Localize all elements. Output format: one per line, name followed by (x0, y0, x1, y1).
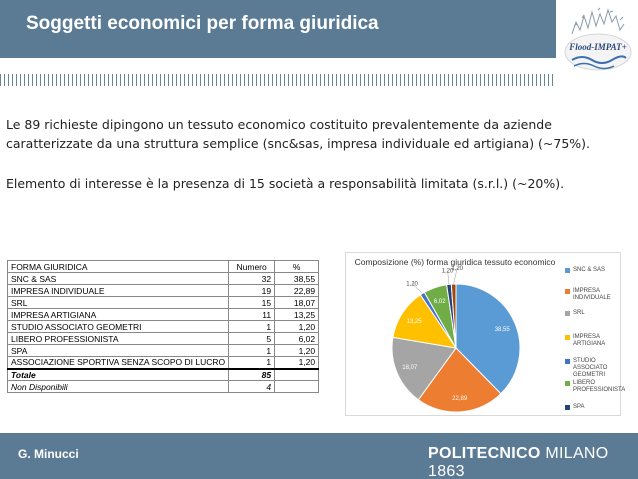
table-cell-forma: SNC & SAS (8, 273, 229, 285)
table-header-numero: Numero (229, 261, 275, 273)
table-row (8, 285, 319, 297)
legend-label: IMPRESA INDIVIDUALE (573, 288, 611, 301)
brand-rest: MILANO 1863 (428, 445, 609, 479)
table-cell-forma: ASSOCIAZIONE SPORTIVA SENZA SCOPO DI LUCRO (8, 357, 229, 369)
table-header-percent: % (275, 261, 319, 273)
legend-swatch (565, 335, 570, 340)
pie-chart (346, 253, 564, 417)
legend-label: SNC & SAS (573, 267, 606, 273)
pie-data-label: 13,25 (406, 318, 422, 325)
paragraph-srl-note: Elemento di interesse è la presenza di 15 società a responsabilità limitata (s.r.l.) (~20%). (6, 176, 565, 191)
table-row (8, 345, 319, 357)
legend-label: SPA (573, 404, 585, 410)
table-cell-percent: 1,20 (275, 345, 319, 357)
table-cell-numero: 1 (229, 357, 275, 369)
table-total-row (8, 369, 319, 381)
table-row (8, 333, 319, 345)
flood-impat-logo (562, 4, 634, 84)
table-header-forma: FORMA GIURIDICA (8, 261, 229, 273)
footer-author: G. Minucci (18, 447, 79, 461)
table-cell-forma: LIBERO PROFESSIONISTA (8, 333, 229, 345)
legend-swatch (565, 405, 570, 410)
table-cell-percent: 18,07 (275, 297, 319, 309)
legend-swatch (565, 289, 570, 294)
table-cell-forma: SPA (8, 345, 229, 357)
table-cell-numero: 1 (229, 345, 275, 357)
table-row (8, 297, 319, 309)
pie-data-label: 6,02 (433, 298, 446, 305)
table-not-available-row (8, 381, 319, 393)
table-row (8, 321, 319, 333)
pie-data-label: 1,20 (406, 281, 418, 288)
pie-chart-panel (345, 252, 626, 416)
page-title: Soggetti economici per forma giuridica (26, 13, 379, 34)
table-cell-numero: 1 (229, 321, 275, 333)
table-cell-percent: 38,55 (275, 273, 319, 285)
table-cell-numero: 32 (229, 273, 275, 285)
legend-swatch (565, 311, 570, 316)
legend-label: SRL (573, 310, 585, 316)
table-cell-percent: 6,02 (275, 333, 319, 345)
table-cell-percent: 22,89 (275, 285, 319, 297)
table-nd-percent (275, 381, 319, 393)
legend-label: STUDIO ASSOCIATO GEOMETRI (573, 358, 608, 378)
table-total-numero: 85 (229, 369, 275, 381)
table-cell-percent: 1,20 (275, 321, 319, 333)
table-row (8, 273, 319, 285)
table-nd-label: Non Disponibili (8, 381, 229, 393)
pie-data-label: 18,07 (402, 364, 418, 371)
pie-data-label: 1,20 (441, 268, 454, 275)
table-cell-forma: STUDIO ASSOCIATO GEOMETRI (8, 321, 229, 333)
table-cell-forma: IMPRESA ARTIGIANA (8, 309, 229, 321)
table-total-label: Totale (8, 369, 229, 381)
paragraph-summary: Le 89 richieste dipingono un tessuto economico costituito prevalentemente da aziende caratterizzate da una struttura semplice (snc&sas, impresa individuale ed artigiana) (~75%). (6, 117, 591, 151)
table-cell-forma: IMPRESA INDIVIDUALE (8, 285, 229, 297)
table-cell-forma: SRL (8, 297, 229, 309)
table-row (8, 357, 319, 369)
legal-form-table (7, 260, 319, 393)
table-cell-numero: 5 (229, 333, 275, 345)
table-total-percent (275, 369, 319, 381)
table-cell-numero: 15 (229, 297, 275, 309)
table-row (8, 309, 319, 321)
legend-swatch (565, 359, 570, 364)
table-cell-numero: 11 (229, 309, 275, 321)
legend-label: IMPRESA ARTIGIANA (573, 334, 606, 347)
logo-text: Flood-IMPAT+ (569, 42, 627, 52)
brand-bold: POLITECNICO (428, 445, 541, 462)
chart-title: Composizione (%) forma giuridica tessuto economico (354, 257, 556, 267)
pie-data-label: 22,89 (452, 395, 468, 402)
legend-swatch (565, 268, 570, 273)
table-header-row (8, 261, 319, 273)
table-cell-percent: 1,20 (275, 357, 319, 369)
legend-label: LIBERO PROFESSIONISTA (573, 380, 626, 393)
table-nd-numero: 4 (229, 381, 275, 393)
decorative-tick-strip (0, 74, 556, 86)
politecnico-logo (428, 445, 638, 479)
table-cell-percent: 13,25 (275, 309, 319, 321)
pie-data-label: 1,20 (451, 266, 464, 273)
legend-swatch (565, 381, 570, 386)
pie-data-label: 38,55 (494, 327, 510, 334)
table-cell-numero: 19 (229, 285, 275, 297)
